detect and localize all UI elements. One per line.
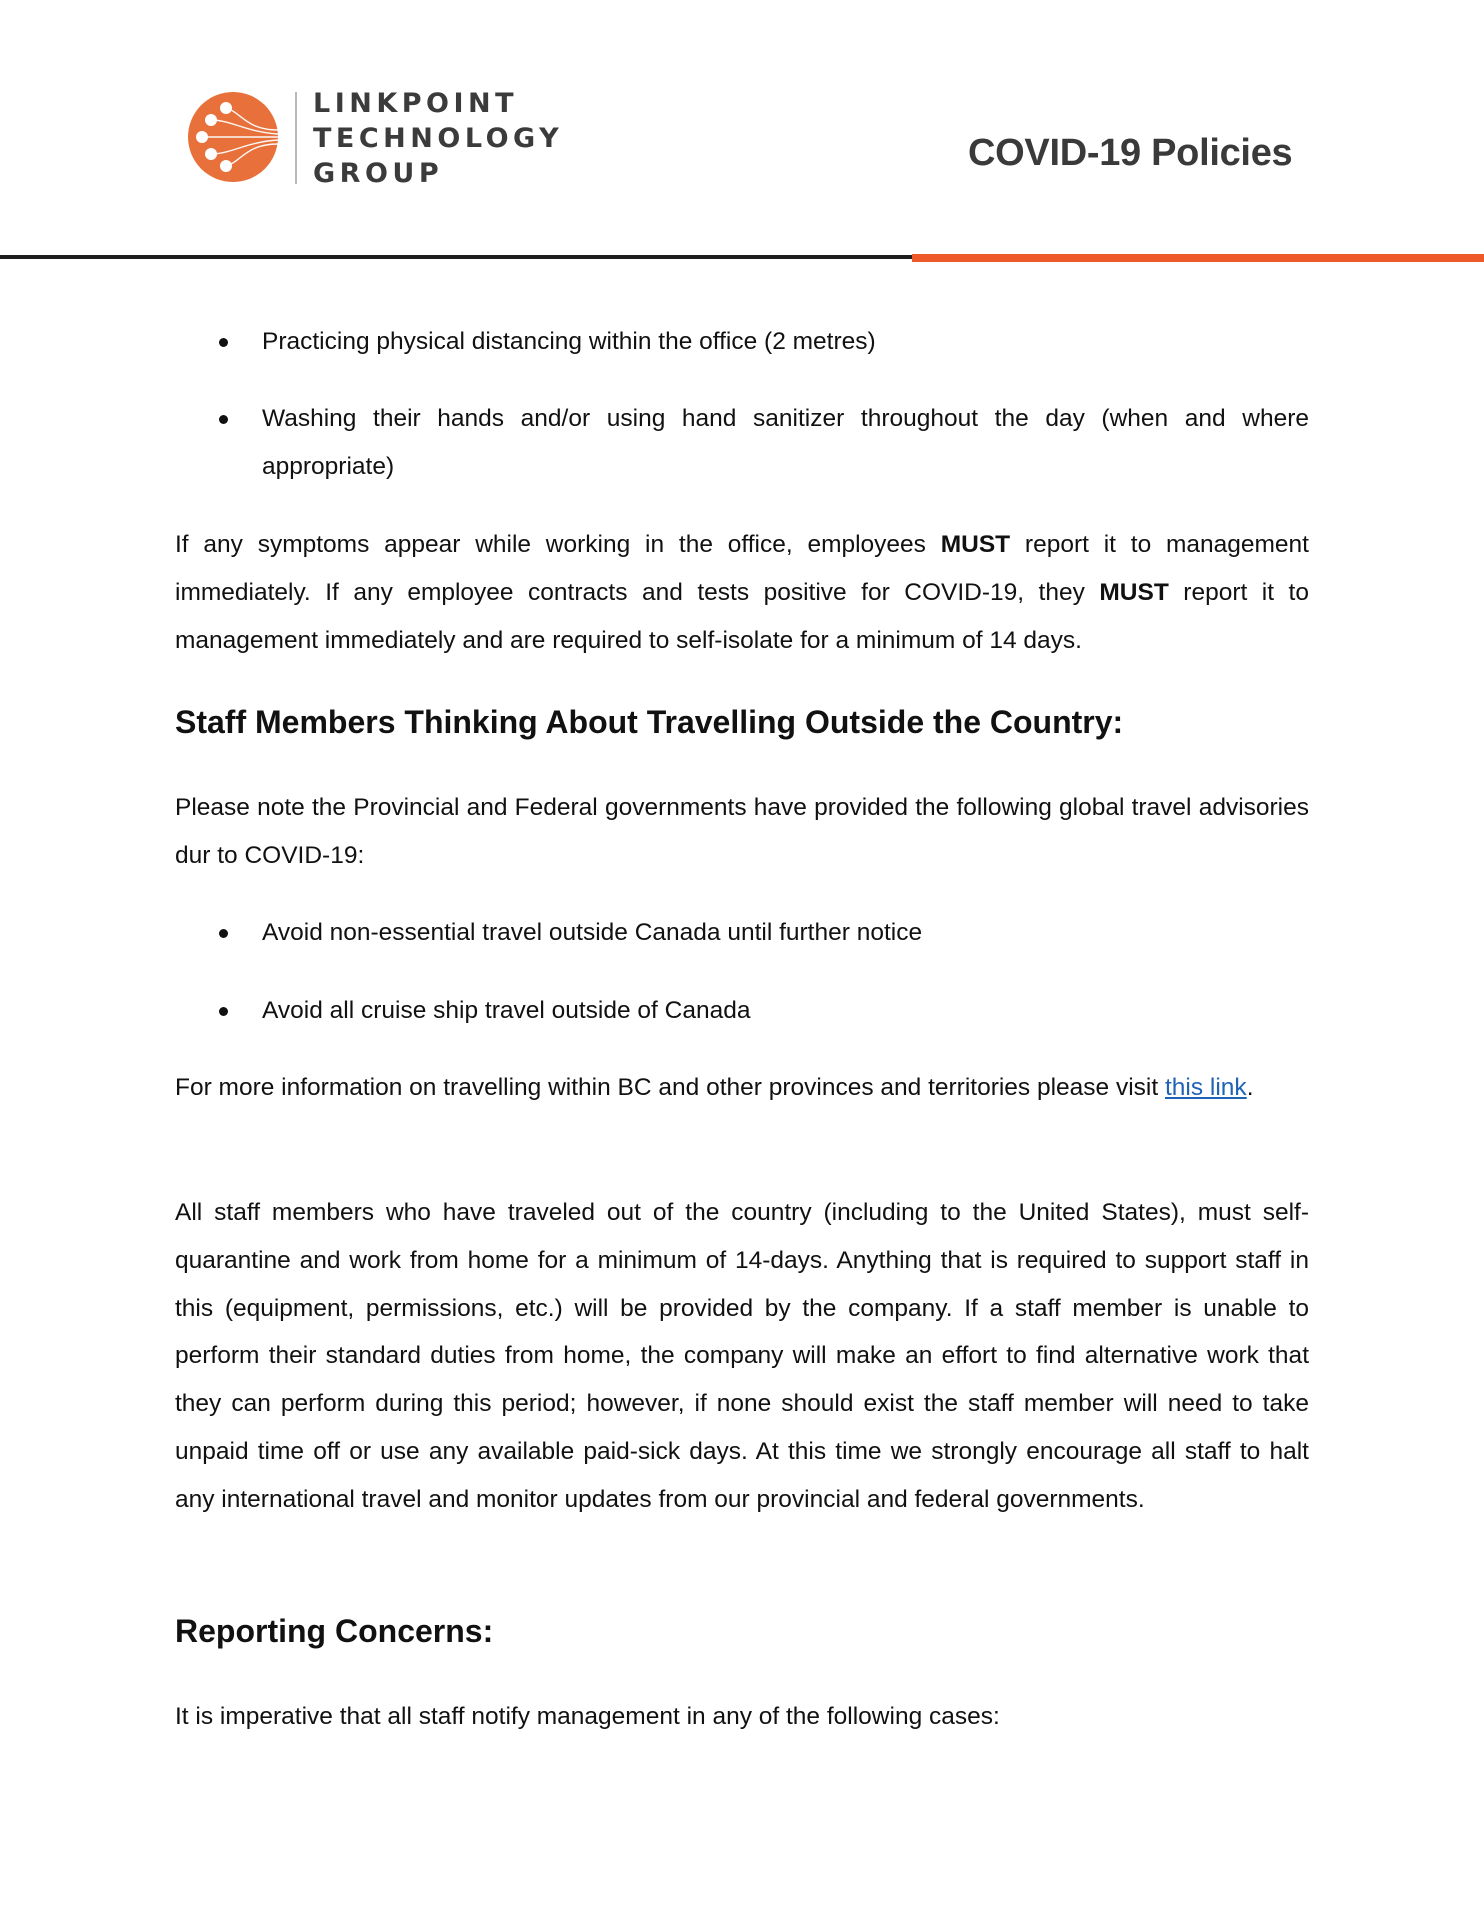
symptoms-text-3: report it to management immediately and are required to self-isolate for a minimum of 14 days. <box>175 578 1309 654</box>
bullet-icon <box>219 338 228 347</box>
symptoms-text-2: report it to management immediately. If any employee contracts and tests positive for COVID-19, they <box>175 531 1309 606</box>
symptoms-text-1: If any symptoms appear while working in the office, employees <box>175 531 941 558</box>
quarantine-paragraph: All staff members who have traveled out of the country (including to the United States), must self-quarantine and work from home for a minimum of 14-days. Anything that is required to support staff in this (equipment, permissions, etc.) will be provided by the company. If a staff member is unable to perform their standard duties from home, the company will make an effort to find alternative work that they can perform during this period; however, if none should exist the staff member will need to take unpaid time off or use any available paid-sick days. At this time we strongly encourage all staff to halt any international travel and monitor updates from our provincial and federal governments. <box>175 1199 1309 1513</box>
bullet-icon <box>219 929 228 938</box>
logo-line-2: TECHNOLOGY <box>313 123 564 154</box>
bullet-icon <box>219 415 228 424</box>
advisory-paragraph: Please note the Provincial and Federal governments have provided the following global travel advisories dur to COVID-19: <box>175 794 1309 869</box>
list-item-text: Avoid non-essential travel outside Canada until further notice <box>262 919 923 946</box>
list-item <box>175 395 1309 491</box>
list-item <box>175 987 1309 1035</box>
list-item <box>175 318 1309 366</box>
list-item-text: Practicing physical distancing within the office (2 metres) <box>262 328 876 355</box>
bullet-icon <box>219 1007 228 1016</box>
heading-reporting: Reporting Concerns: <box>175 1613 494 1649</box>
logo-divider <box>295 92 297 184</box>
list-item-text: Avoid all cruise ship travel outside of Canada <box>262 997 751 1024</box>
company-logo-wordmark <box>313 86 563 191</box>
heading-travel: Staff Members Thinking About Travelling Outside the Country: <box>175 704 1124 740</box>
info-paragraph <box>175 1064 1309 1112</box>
list-item <box>175 909 1309 957</box>
header-rule-orange <box>912 254 1484 262</box>
travel-info-link[interactable]: this link <box>1164 1074 1247 1101</box>
logo-line-1: LINKPOINT <box>313 88 519 119</box>
symptoms-paragraph <box>175 521 1309 664</box>
must-emphasis: MUST <box>940 531 1011 558</box>
must-emphasis: MUST <box>1099 578 1169 606</box>
network-circle-logo-icon <box>186 90 280 184</box>
document-title: COVID-19 Policies <box>968 132 1293 174</box>
header-rule-black <box>0 255 912 259</box>
info-period: . <box>1246 1074 1254 1101</box>
info-text: For more information on travelling within BC and other provinces and territories please visit <box>175 1074 1165 1101</box>
logo-line-3: GROUP <box>313 158 444 189</box>
list-item-text: Washing their hands and/or using hand sanitizer throughout the day (when and where appropriate) <box>262 405 1309 480</box>
reporting-paragraph: It is imperative that all staff notify management in any of the following cases: <box>175 1703 1000 1730</box>
